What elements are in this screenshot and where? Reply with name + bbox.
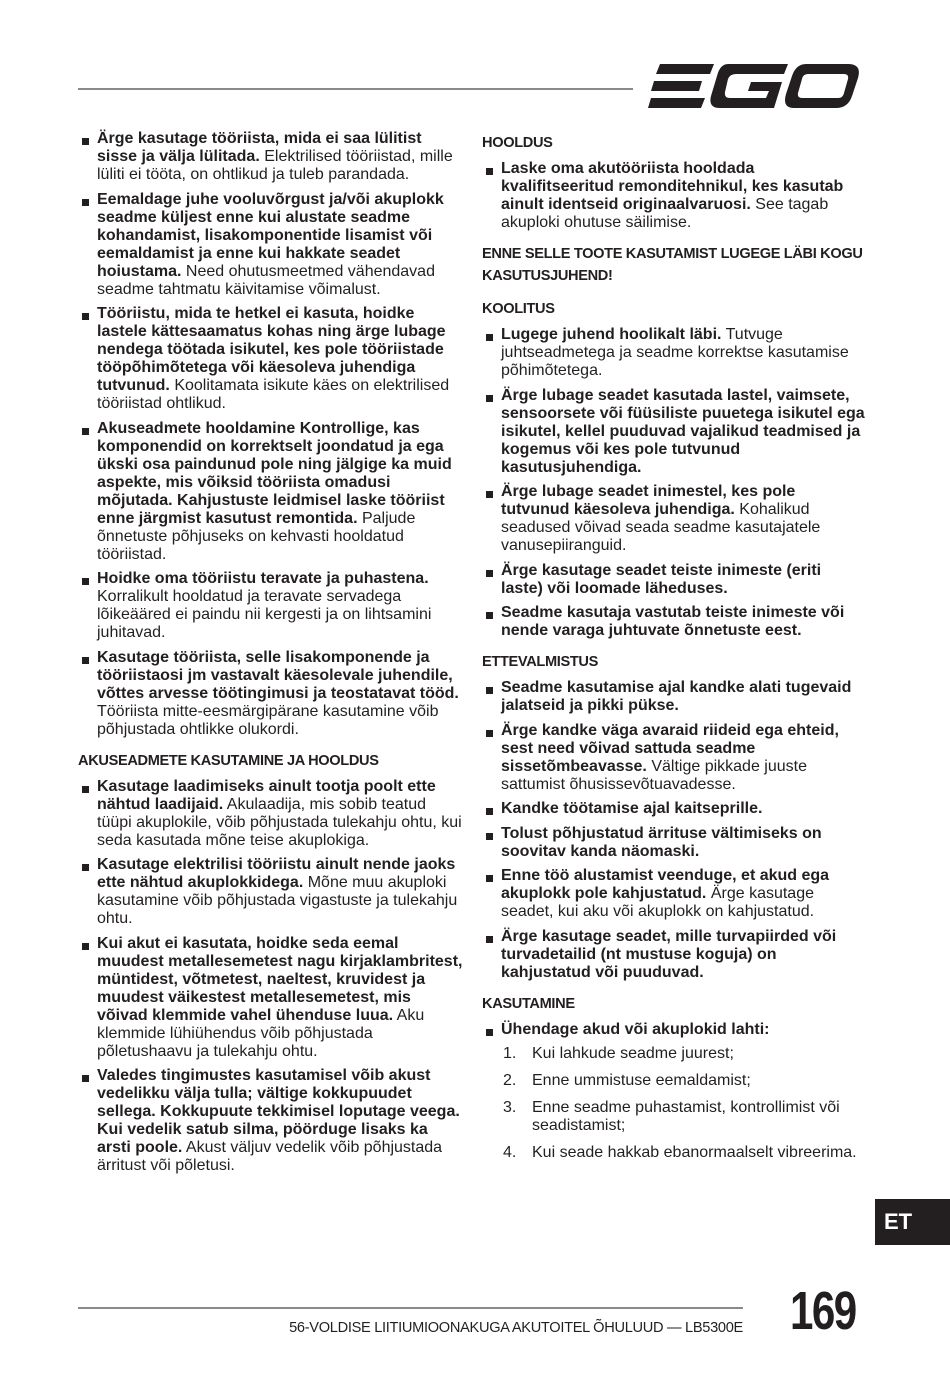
- step-item: 2. Enne ummistuse eemaldamist;: [503, 1072, 751, 1090]
- list-item: Seadme kasutamise ajal kandke alati tugevaid jalatseid ja pikki pükse.: [482, 679, 867, 715]
- section-heading-hooldus: HOOLDUS: [482, 135, 553, 151]
- section-heading-kasutamine: KASUTAMINE: [482, 995, 575, 1012]
- list-item: Tolust põhjustatud ärrituse vältimiseks on soovitav kanda näomaski.: [482, 825, 867, 861]
- list-item: Eemaldage juhe vooluvõrgust ja/või akuplokk seadme küljest enne kui alustate seadme kohandamist, lisakomponentide lisamist või eemaldamist ja enne kui hakkate seadet hoiustama. Need ohutusmeetmed vähendavad seadme tahtmatu käivitamise võimalust.: [78, 191, 463, 299]
- list-item: Ärge kasutage seadet, mille turvapiirded või turvadetailid (nt mustuse koguja) on kahjustatud või puuduvad.: [482, 928, 867, 982]
- section-heading-battery: AKUSEADMETE KASUTAMINE JA HOOLDUS: [78, 752, 379, 769]
- left-column: [78, 130, 463, 1182]
- list-item: Ärge lubage seadet inimestel, kes pole tutvunud käesoleva juhendiga. Kohalikud seadused võivad seada seadme kasutajatele vanusepiiranguid.: [482, 483, 867, 555]
- kasutamine-bullet-list: [482, 1021, 867, 1039]
- list-item: Kandke töötamise ajal kaitseprille.: [482, 800, 867, 818]
- step-item: 3. Enne seadme puhastamist, kontrollimist või seadistamist;: [503, 1099, 840, 1135]
- ego-logo: [648, 64, 860, 112]
- list-item: Kui akut ei kasutata, hoidke seda eemal muudest metallesemetest nagu kirjaklambritest, müntidest, võtmetest, naeltest, kruvidest ja muudest väikestest metallesemetest, mis võivad klemmide vahel ühenduse luua. Aku klemmide lühiühendus võib põhjustada põletushaavu ja tulekahju ohtu.: [78, 935, 463, 1061]
- list-item: Kasutage tööriista, selle lisakomponende ja tööriistaosi jm vastavalt käesolevale juhendile, võttes arvesse töötingimusi ja teostatavat tööd. Tööriista mitte-eesmärgipärane kasutamine võib põhjustada ohtlikke olukordi.: [78, 649, 463, 739]
- list-item: Akuseadmete hooldamine Kontrollige, kas komponendid on korrektselt joondatud ja ega ükski osa paindunud pole ning jälgige ka muid aspekte, mis võiksid tööriista omadusi mõjutada. Kahjustuste leidmisel laske tööriist enne järgmist kasutust remontida. Paljude õnnetuste põhjuseks on kehvasti hooldatud tööriistad.: [78, 420, 463, 564]
- list-item: Hoidke oma tööriistu teravate ja puhastena. Korralikult hooldatud ja teravate servadega lõikeääred ei paindu nii kergesti ja on lihtsamini juhitavad.: [78, 570, 463, 642]
- right-column: [482, 130, 867, 1171]
- step-item: 4. Kui seade hakkab ebanormaalselt vibreerima.: [503, 1144, 857, 1162]
- section-heading-koolitus: KOOLITUS: [482, 300, 555, 317]
- list-item: Kasutage elektrilisi tööriistu ainult nende jaoks ette nähtud akuplokkidega. Mõne muu akuploki kasutamine võib põhjustada vigastuste ja tulekahju ohtu.: [78, 856, 463, 928]
- list-item: Ärge kandke väga avaraid riideid ega ehteid, sest need võivad sattuda seadme sissetõmbeavasse. Vältige pikkade juuste sattumist õhusissevõtuavadesse.: [482, 722, 867, 794]
- step-item: 1. Kui lahkude seadme juurest;: [503, 1045, 734, 1063]
- language-tab: ET: [875, 1199, 950, 1245]
- kasutamine-steps: [482, 1045, 867, 1162]
- footer-rule: [78, 1307, 743, 1309]
- list-item: Laske oma akutööriista hooldada kvalifitseeritud remonditehnikul, kes kasutab ainult identseid originaalvaruosi. See tagab akuploki ohutuse säilimise.: [482, 160, 867, 232]
- list-item: Enne töö alustamist veenduge, et akud ega akuplokk pole kahjustatud. Ärge kasutage seadet, kui aku või akuplokk on kahjustatud.: [482, 867, 867, 921]
- list-item: Kasutage laadimiseks ainult tootja poolt ette nähtud laadijaid. Akulaadija, mis sobib teatud tüüpi akuplokile, võib põhjustada tulekahju ohtu, kui seda kasutada mõne teise akuplokiga.: [78, 778, 463, 850]
- list-item: Ärge kasutage tööriista, mida ei saa lülitist sisse ja välja lülitada. Elektrilised tööriistad, mille lüliti ei tööta, on ohtlikud ja tuleb parandada.: [78, 130, 463, 184]
- header-rule: [78, 88, 633, 90]
- list-item: Tööriistu, mida te hetkel ei kasuta, hoidke lastele kättesaamatus kohas ning ärge lubage nendega töötada isikutel, kes pole tööriistade tööpõhimõtetega või käesoleva juhendiga tutvunud. Koolitamata isikute käes on elektrilised tööriistad ohtlikud.: [78, 305, 463, 413]
- footer-title: 56-VOLDISE LIITIUMIOONAKUGA AKUTOITEL ÕHULUUD — LB5300E: [289, 1320, 743, 1336]
- page-number: 169: [790, 1281, 856, 1341]
- section-heading-ettevalmistus: ETTEVALMISTUS: [482, 654, 598, 671]
- ettevalmistus-bullet-list: [482, 679, 867, 982]
- left-bullet-list: [78, 130, 463, 739]
- list-item: Ärge lubage seadet kasutada lastel, vaimsete, sensoorsete või füüsiliste puuetega isikutel ega isikutel, kellel puuduvad vajalikud teadmised ja kogemus või kes pole tutvunud kasutusjuhendiga.: [482, 387, 867, 477]
- list-item: Ärge kasutage seadet teiste inimeste (eriti laste) või loomade läheduses.: [482, 562, 867, 598]
- list-item: Seadme kasutaja vastutab teiste inimeste või nende varaga juhtuvate õnnetuste eest.: [482, 604, 867, 640]
- list-item: Valedes tingimustes kasutamisel võib akust vedelikku välja tulla; vältige kokkupuudet sellega. Kokkupuute tekkimisel loputage veega. Kui vedelik satub silma, pöörduge lisaks ka arsti poole. Akust väljuv vedelik võib põhjustada ärritust või põletusi.: [78, 1067, 463, 1175]
- warning-heading: ENNE SELLE TOOTE KASUTAMIST LUGEGE LÄBI KOGU KASUTUSJUHEND!: [482, 246, 863, 284]
- list-item: Lugege juhend hoolikalt läbi. Tutvuge juhtseadmetega ja seadme korrektse kasutamise põhimõtetega.: [482, 326, 867, 380]
- battery-bullet-list: [78, 778, 463, 1176]
- hooldus-bullet-list: [482, 160, 867, 232]
- list-item: Ühendage akud või akuplokid lahti:: [482, 1021, 867, 1039]
- koolitus-bullet-list: [482, 326, 867, 640]
